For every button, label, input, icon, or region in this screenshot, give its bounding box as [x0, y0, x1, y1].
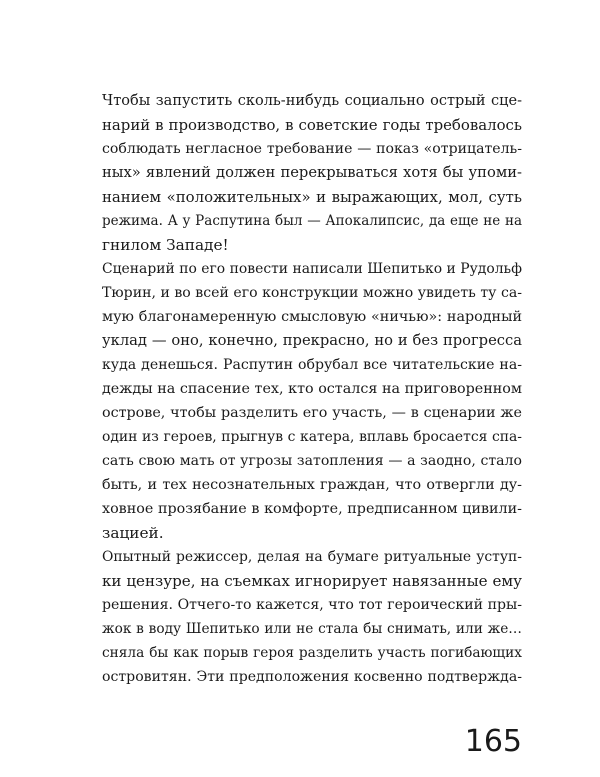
body-text	[102, 89, 522, 689]
text-line: мую благонамеренную смысловую «ничью»: народный	[102, 309, 522, 325]
text-line: гнилом Западе!	[102, 236, 229, 254]
text-line: островитян. Эти предположения косвенно подтвержда-	[102, 669, 522, 685]
text-line: жок в воду Шепитько или не стала бы снимать, или же…	[102, 621, 522, 637]
text-line: нанием «положительных» и выражающих, мол, суть	[102, 188, 522, 206]
text-line: куда денешься. Распутин обрубал все читательские на-	[102, 357, 522, 373]
text-line: нарий в производство, в советские годы требовалось	[102, 116, 522, 134]
paragraph-3	[102, 545, 522, 689]
text-line: режима. А у Распутина был — Апокалипсис, да еще не на	[102, 213, 522, 229]
text-line: решения. Отчего-то кажется, что тот героический пры-	[102, 597, 522, 613]
text-line: уклад — оно, конечно, прекрасно, но и без прогресса	[102, 332, 522, 349]
text-line: соблюдать негласное требование — показ «отрицатель-	[102, 141, 522, 157]
text-line: Сценарий по его повести написали Шепитько и Рудольф	[102, 261, 522, 277]
text-line: ховное прозябание в комфорте, предписанном цивили-	[102, 501, 522, 517]
text-line: Опытный режиссер, делая на бумаге ритуальные уступ-	[102, 549, 522, 565]
text-line: ки цензуре, на съемках игнорирует навязанные ему	[102, 572, 522, 590]
text-line: зацией.	[102, 524, 164, 542]
page-number: 165	[464, 724, 522, 759]
text-line: сать свою мать от угрозы затопления — а заодно, стало	[102, 453, 522, 469]
paragraph-2	[102, 257, 522, 545]
text-line: ных» явлений должен перекрываться хотя бы упоми-	[102, 164, 522, 181]
text-line: острове, чтобы разделить его участь, — в сценарии же	[102, 405, 522, 421]
text-line: один из героев, прыгнув с катера, вплавь бросается спа-	[102, 429, 522, 445]
text-line: Тюрин, и во всей его конструкции можно увидеть ту са-	[102, 285, 522, 301]
text-line: Чтобы запустить сколь-нибудь социально острый сце-	[102, 93, 522, 109]
text-line: сняла бы как порыв героя разделить участь погибающих	[102, 645, 522, 661]
paragraph-1	[102, 89, 522, 257]
text-line: дежды на спасение тех, кто остался на приговоренном	[102, 381, 522, 397]
text-line: быть, и тех несознательных граждан, что отвергли ду-	[102, 477, 522, 493]
